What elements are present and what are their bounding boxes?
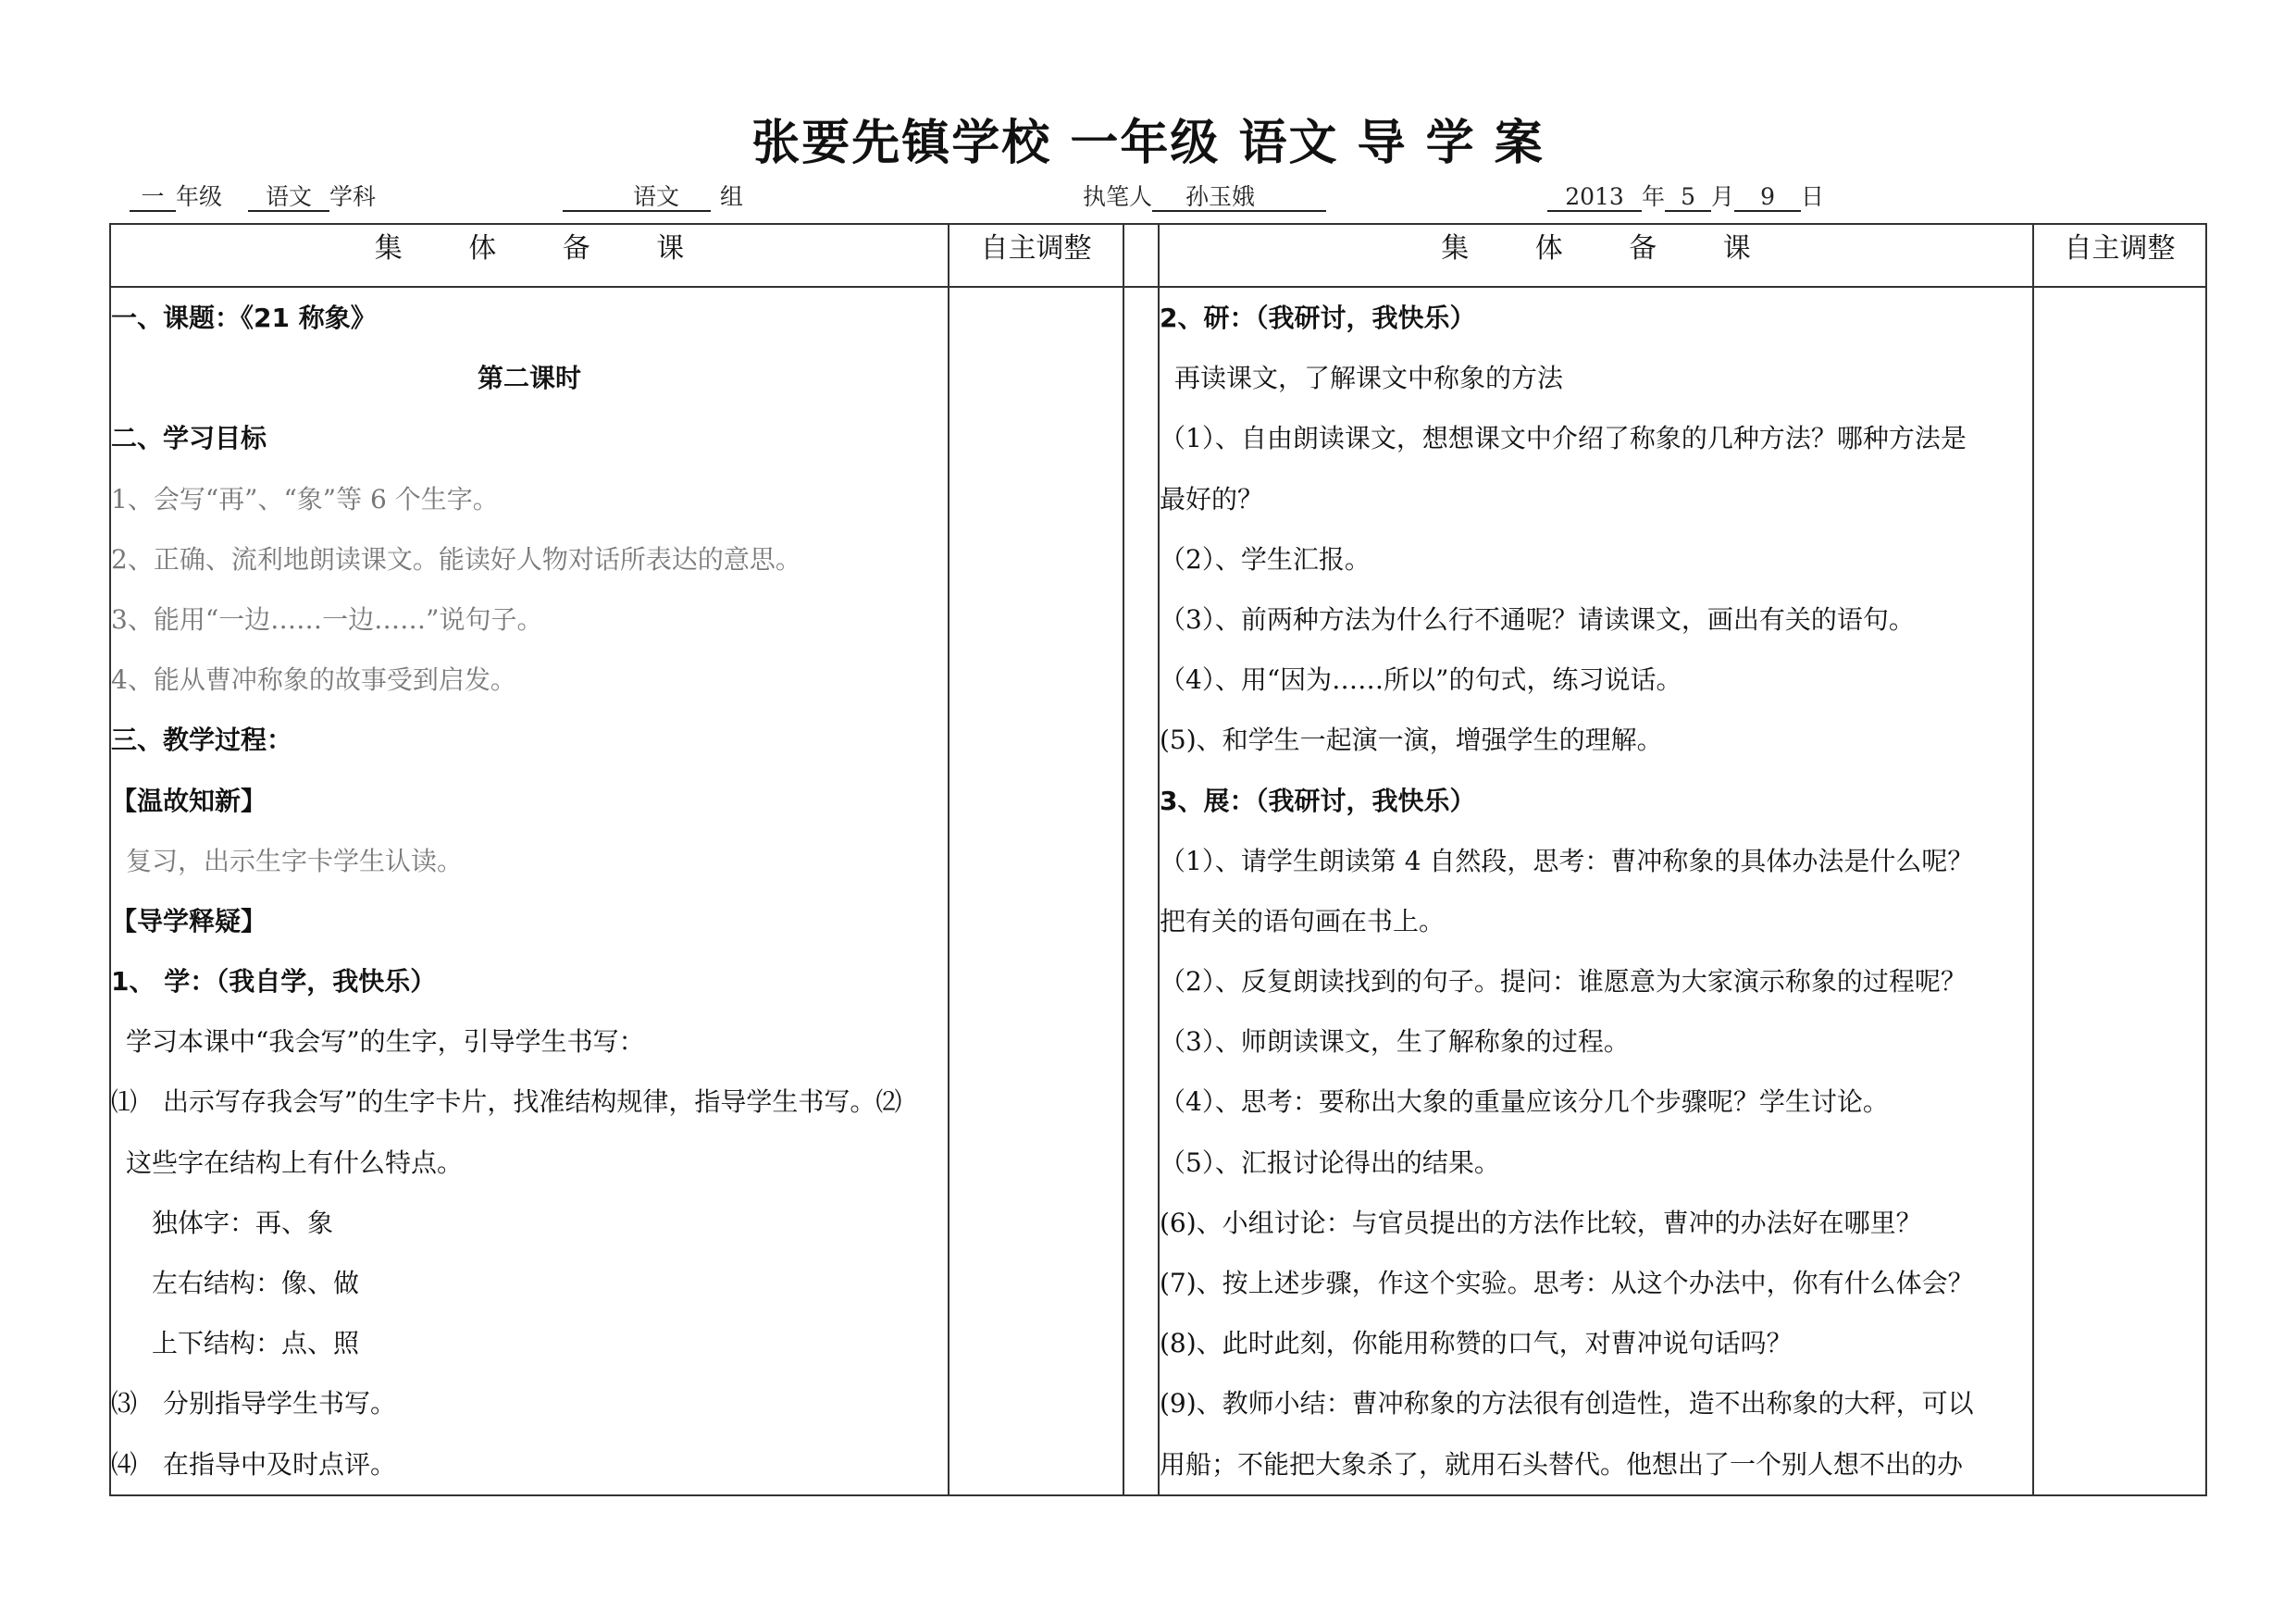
- right-content-line: 用船；不能把大象杀了，就用石头替代。他想出了一个别人想不出的办: [1160, 1448, 1964, 1480]
- year-value: 2013: [1547, 184, 1642, 212]
- left-content-line: ⑴ 出示写存我会写”的生字卡片，找准结构规律，指导学生书写。⑵: [111, 1086, 902, 1118]
- left-content-line: 第二课时: [477, 363, 581, 394]
- right-content-line: （5）、汇报讨论得出的结果。: [1160, 1147, 1500, 1178]
- right-content-line: （4）、思考：要称出大象的重量应该分几个步骤呢？学生讨论。: [1160, 1086, 1889, 1118]
- group-value: 语文: [563, 184, 711, 212]
- left-content-cell: [110, 287, 949, 1495]
- right-content-line: (9)、教师小结：曹冲称象的方法很有创造性，造不出称象的大秤，可以: [1160, 1388, 1974, 1419]
- right-content-line: (7)、按上述步骤，作这个实验。思考：从这个办法中，你有什么体会？: [1160, 1268, 1974, 1298]
- day-suffix: 日: [1801, 183, 1825, 210]
- left-content-line: 这些字在结构上有什么特点。: [126, 1147, 464, 1178]
- right-content-line: （3）、前两种方法为什么行不通呢？请读课文，画出有关的语句。: [1160, 603, 1915, 635]
- subject-suffix: 学科: [329, 183, 377, 210]
- right-content-line: 3、展：（我研讨，我快乐）: [1160, 785, 1476, 816]
- left-content-line: 2、正确、流利地朗读课文。能读好人物对话所表达的意思。: [111, 543, 801, 575]
- right-content-line: （2）、学生汇报。: [1160, 543, 1371, 575]
- left-content-line: 复习，出示生字卡学生认读。: [126, 845, 464, 876]
- collective-header-right: 集 体 备 课: [1159, 224, 2033, 287]
- left-content-line: 1、 学：（我自学，我快乐）: [111, 966, 437, 998]
- left-content-line: 上下结构：点、照: [152, 1328, 360, 1359]
- grade-value: 一: [130, 184, 176, 212]
- right-content-line: （1）、自由朗读课文，想想课文中介绍了称象的几种方法？哪种方法是: [1160, 423, 1967, 454]
- right-content-line: 再读课文，了解课文中称象的方法: [1174, 363, 1564, 394]
- left-content-line: 【导学释疑】: [111, 905, 267, 936]
- left-content-line: ⑷ 在指导中及时点评。: [111, 1448, 397, 1480]
- month-suffix: 月: [1711, 183, 1735, 210]
- right-content-line: （3）、师朗读课文，生了解称象的过程。: [1160, 1026, 1630, 1058]
- gap-column-cell: [1123, 287, 1159, 1495]
- left-content-line: 3、能用“一边……一边……”说句子。: [111, 603, 543, 635]
- left-content-line: 1、会写“再”、“象”等 6 个生字。: [111, 483, 499, 514]
- subject-value: 语文: [248, 184, 329, 212]
- right-content-line: (5)、和学生一起演一演，增强学生的理解。: [1160, 725, 1663, 756]
- author-label: 执笔人: [1083, 183, 1153, 210]
- right-content-line: （2）、反复朗读找到的句子。提问：谁愿意为大家演示称象的过程呢？: [1160, 966, 1967, 998]
- author-value: 孙玉娥: [1152, 184, 1326, 212]
- collective-header-left: 集 体 备 课: [110, 224, 949, 287]
- gap-column-header: [1123, 224, 1159, 287]
- left-content-line: 4、能从曹冲称象的故事受到启发。: [111, 664, 516, 696]
- right-content-cell: [1159, 287, 2033, 1495]
- page-title: 张要先镇学校 一年级 语文 导 学 案: [751, 116, 1545, 171]
- left-content-line: 二、学习目标: [111, 423, 267, 454]
- date-line: [1547, 179, 1824, 212]
- adjust-header-right: 自主调整: [2033, 224, 2206, 287]
- lesson-plan-table: [109, 223, 2207, 1496]
- left-content-line: 学习本课中“我会写”的生字，引导学生书写：: [126, 1026, 645, 1058]
- right-content-line: (6)、小组讨论：与官员提出的方法作比较，曹冲的办法好在哪里？: [1160, 1207, 1922, 1238]
- group-suffix: 组: [720, 183, 744, 210]
- day-value: 9: [1734, 184, 1801, 212]
- year-suffix: 年: [1642, 183, 1666, 210]
- left-content-line: 三、教学过程：: [111, 725, 293, 756]
- left-content-line: 【温故知新】: [111, 785, 267, 816]
- right-content-line: 把有关的语句画在书上。: [1160, 905, 1446, 936]
- right-content-line: 最好的？: [1160, 483, 1264, 514]
- left-content-line: 一、课题：《21 称象》: [111, 303, 377, 333]
- left-content-line: ⑶ 分别指导学生书写。: [111, 1388, 397, 1419]
- right-adjust-cell: [2033, 287, 2206, 1495]
- author-line: [1083, 179, 1326, 212]
- left-content-line: 独体字：再、象: [152, 1207, 334, 1238]
- group-line: [563, 179, 743, 212]
- grade-suffix: 年级: [176, 183, 223, 210]
- left-content-line: 左右结构：像、做: [152, 1268, 360, 1298]
- month-value: 5: [1665, 184, 1711, 212]
- left-adjust-cell: [949, 287, 1123, 1495]
- right-content-line: （4）、用“因为……所以”的句式，练习说话。: [1160, 664, 1682, 696]
- right-content-line: (8)、此时此刻，你能用称赞的口气，对曹冲说句话吗？: [1160, 1328, 1793, 1359]
- grade-subject-line: [130, 179, 376, 212]
- adjust-header-left: 自主调整: [949, 224, 1123, 287]
- right-content-line: （1）、请学生朗读第 4 自然段，思考：曹冲称象的具体办法是什么呢？: [1160, 845, 1974, 876]
- right-content-line: 2、研：（我研讨，我快乐）: [1160, 303, 1476, 333]
